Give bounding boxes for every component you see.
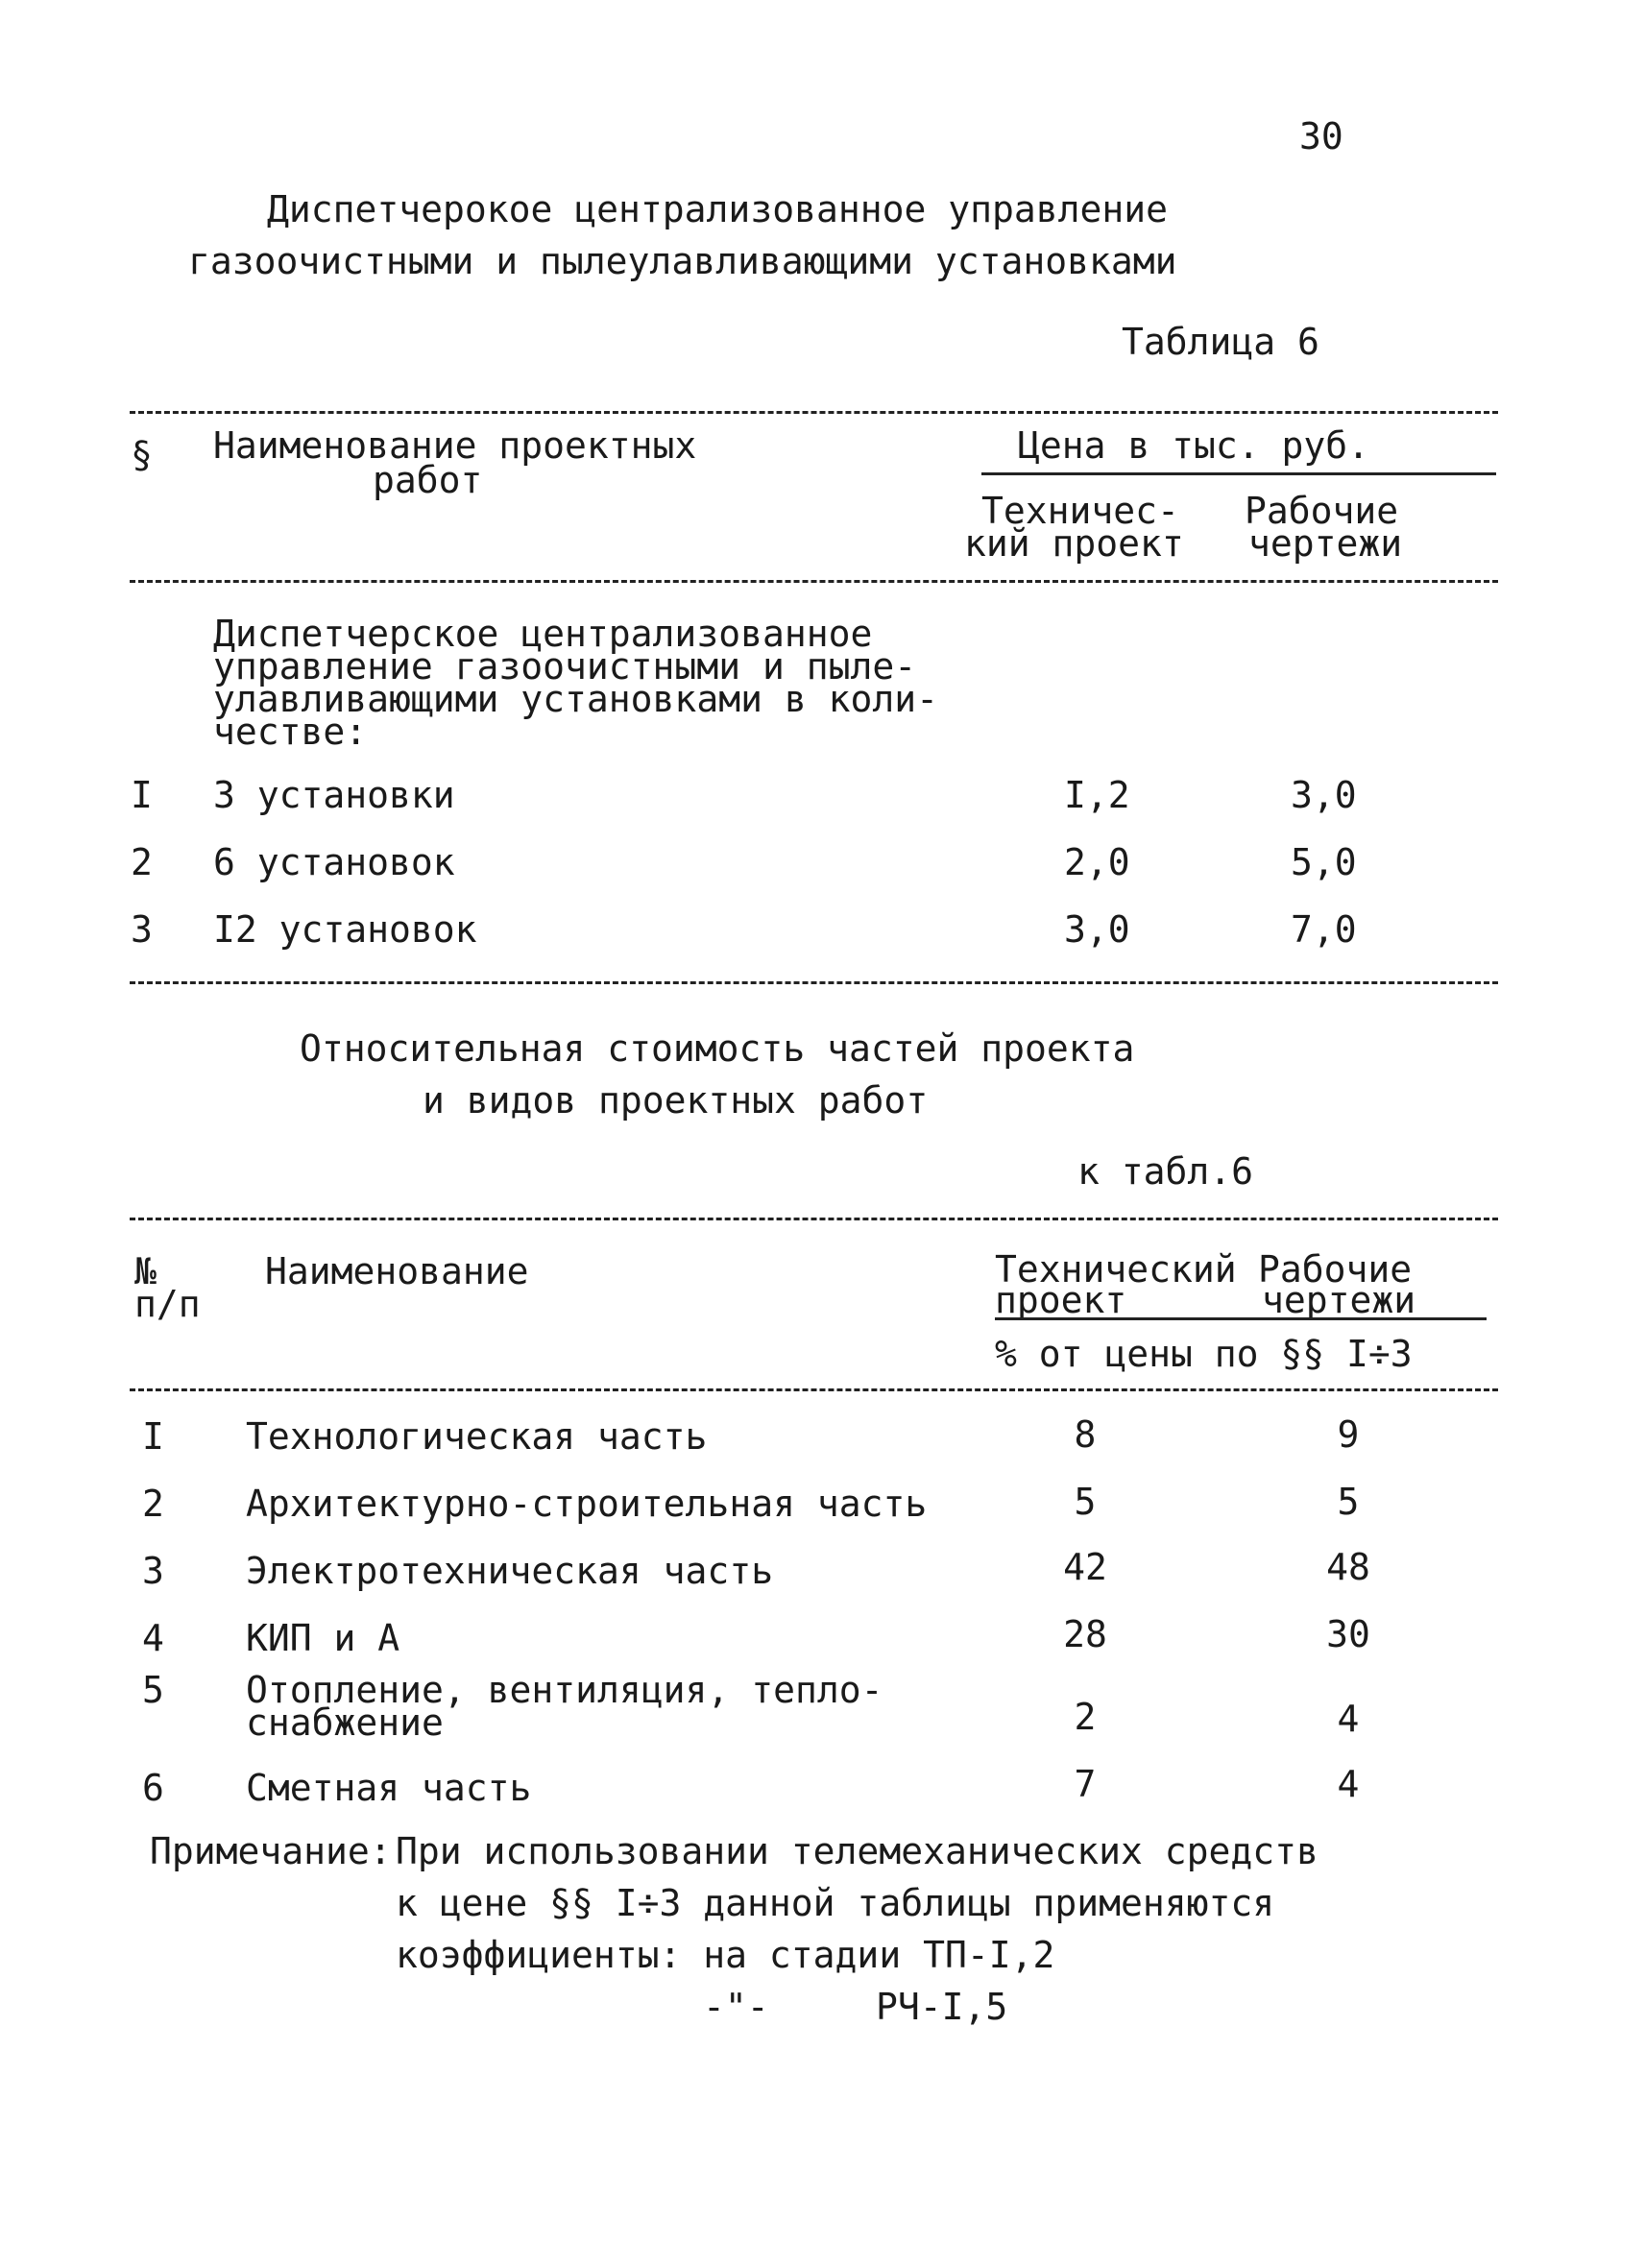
appendix-table-top-rule (130, 1218, 1498, 1220)
table-6-header-work-line1: Рабочие (1245, 490, 1399, 532)
row-num: 3 (131, 908, 153, 951)
appendix-header-underline (995, 1317, 1487, 1320)
row-num: I (142, 1415, 164, 1458)
row-work-percent: 4 (1337, 1698, 1360, 1740)
table-6-header-num: § (131, 434, 153, 476)
table-6-header-rule (130, 580, 1498, 583)
row-num: 2 (131, 841, 153, 883)
row-name: Сметная часть (246, 1767, 532, 1809)
table-6-header-name-line2: работ (373, 459, 483, 501)
note-ditto-mark: -"- (703, 1986, 769, 2028)
row-name-line2: снабжение (246, 1701, 444, 1744)
row-work-percent: 4 (1337, 1763, 1360, 1805)
table-6-header-price-group: Цена в тыс. руб. (1018, 424, 1370, 467)
row-work-price: 7,0 (1291, 908, 1357, 951)
row-tech-price: 3,0 (1064, 908, 1130, 951)
row-name: Архитектурно-строительная часть (246, 1483, 928, 1525)
row-tech-percent: 5 (1074, 1481, 1097, 1523)
appendix-table-label: к табл.6 (1077, 1150, 1254, 1193)
row-tech-percent: 42 (1063, 1546, 1107, 1588)
appendix-header-tech-line1: Технический (995, 1248, 1237, 1291)
table-6-header-name-line1: Наименование проектных (213, 424, 697, 467)
table-6-bottom-rule (130, 981, 1498, 984)
row-name: I2 установок (213, 908, 477, 951)
section-2-title-line2: и видов проектных работ (423, 1079, 929, 1122)
row-num: 3 (142, 1550, 164, 1592)
row-tech-percent: 2 (1074, 1696, 1097, 1738)
row-work-percent: 30 (1326, 1613, 1370, 1655)
row-name-line1: Отопление, вентиляция, тепло- (246, 1669, 883, 1711)
section-2-title-line1: Относительная стоимость частей проекта (300, 1027, 1135, 1070)
note-line1: При использовании телемеханических средств (396, 1830, 1318, 1872)
row-name: 3 установки (213, 774, 455, 816)
table-6-group-line2: управление газоочистными и пыле- (213, 645, 917, 688)
page-number: 30 (1299, 115, 1343, 157)
row-work-percent: 48 (1326, 1546, 1370, 1588)
row-num: 6 (142, 1767, 164, 1809)
note-line3: коэффициенты: на стадии ТП-I,2 (396, 1934, 1055, 1976)
row-work-price: 3,0 (1291, 774, 1357, 816)
table-6-header-tech-line2: кий проект (964, 522, 1184, 565)
row-name: Технологическая часть (246, 1415, 708, 1458)
row-tech-price: 2,0 (1064, 841, 1130, 883)
appendix-header-work-line2: чертежи (1262, 1279, 1416, 1321)
row-name: КИП и А (246, 1617, 400, 1659)
row-num: I (131, 774, 153, 816)
row-work-percent: 9 (1337, 1413, 1360, 1456)
table-6-label: Таблица 6 (1122, 321, 1319, 363)
row-num: 5 (142, 1669, 164, 1711)
row-tech-percent: 7 (1074, 1763, 1097, 1805)
row-name: Электротехническая часть (246, 1550, 774, 1592)
table-6-group-line4: честве: (213, 711, 368, 753)
appendix-header-name: Наименование (265, 1250, 529, 1292)
row-tech-price: I,2 (1064, 774, 1130, 816)
appendix-header-num-line1: № (134, 1250, 157, 1292)
table-6-top-rule (130, 411, 1498, 414)
section-1-title-line1: Диспетчерокое централизованное управление (267, 188, 1168, 230)
table-6-group-line3: улавливающими установками в коли- (213, 678, 938, 720)
table-6-header-work-line2: чертежи (1248, 522, 1403, 565)
row-num: 4 (142, 1617, 164, 1659)
table-6-price-group-rule (981, 472, 1496, 475)
appendix-header-num-line2: п/п (134, 1283, 201, 1325)
row-name: 6 установок (213, 841, 455, 883)
table-6-group-line1: Диспетчерское централизованное (213, 613, 873, 655)
row-tech-percent: 8 (1074, 1413, 1097, 1456)
note-label: Примечание: (150, 1830, 392, 1872)
table-6-header-tech-line1: Техничес- (981, 490, 1179, 532)
appendix-header-percent-note: % от цены по §§ I÷3 (995, 1333, 1413, 1375)
note-line2: к цене §§ I÷3 данной таблицы применяются (396, 1882, 1275, 1924)
row-tech-percent: 28 (1063, 1613, 1107, 1655)
section-1-title-line2: газоочистными и пылеулавливающими установками (188, 240, 1177, 282)
appendix-header-work-line1: Рабочие (1258, 1248, 1413, 1291)
row-num: 2 (142, 1483, 164, 1525)
row-work-percent: 5 (1337, 1481, 1360, 1523)
appendix-header-tech-line2: проект (995, 1279, 1127, 1321)
appendix-header-rule (130, 1388, 1498, 1391)
row-work-price: 5,0 (1291, 841, 1357, 883)
note-line4-value: РЧ-I,5 (876, 1986, 1008, 2028)
